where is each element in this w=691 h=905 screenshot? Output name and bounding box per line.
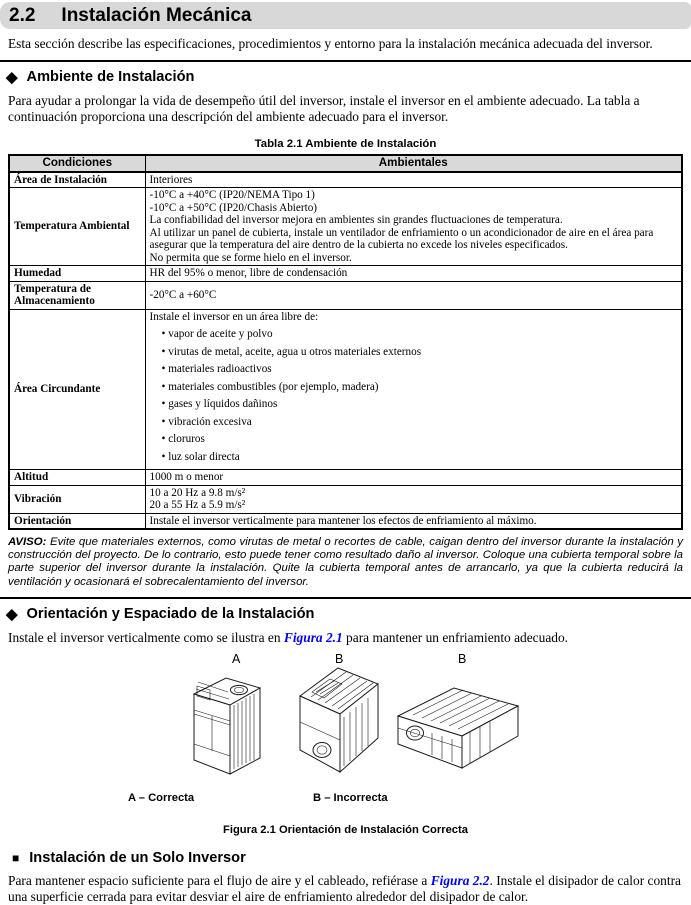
bullet-item: • materiales combustibles (por ejemplo, madera) (162, 381, 678, 394)
bullet-item: • vibración excesiva (162, 416, 678, 429)
row-label-orientacion: Orientación (9, 513, 145, 529)
row-label-humedad: Humedad (9, 266, 145, 282)
diamond-icon: ◆ (6, 69, 18, 86)
value-line: -10°C a +50°C (IP20/Chasis Abierto) (149, 201, 318, 214)
row-value: -20°C a +60°C (145, 281, 682, 309)
solo-inversor-paragraph (8, 873, 683, 905)
table-row (9, 485, 682, 513)
label-incorrecta: B – Incorrecta (313, 791, 388, 804)
row-value (145, 309, 682, 470)
bullet-item: • vapor de aceite y polvo (162, 328, 678, 341)
aviso-text: Evite que materiales externos, como virutas de metal o recortes de cable, caigan dentro del inversor durante la instalación y construcción del proyecto. De lo contrario, esto puede tener como resultado daño al inversor. Coloque una cubierta temporal sobre la parte superior del inversor durante la instalación. Quite la cubierta temporal antes de arrancarlo, ya que la cubierta reducirá la ventilación y ocasionará el sobrecalentamiento del inversor. (8, 536, 683, 588)
row-value (145, 188, 682, 266)
row-value: Instale el inversor verticalmente para mantener los efectos de enfriamiento al máximo. (145, 513, 682, 529)
figure-letter-b2: B (458, 651, 467, 666)
inverter-flat-drawing (390, 678, 524, 774)
value-line: 20 a 55 Hz a 5.9 m/s² (149, 499, 246, 511)
table-caption: Tabla 2.1 Ambiente de Instalación (254, 138, 437, 150)
divider-rule (0, 60, 691, 62)
table-row (9, 188, 682, 266)
bullet-item: • luz solar directa (162, 451, 678, 464)
col-header-condiciones: Condiciones (9, 155, 145, 172)
orientacion-paragraph (8, 630, 683, 646)
table-row (9, 281, 682, 309)
value-line: La confiabilidad del inversor mejora en ambientes sin grandes fluctuaciones de temperatura. (149, 214, 563, 226)
inverter-tilted-drawing (292, 662, 386, 778)
value-line: 10 a 20 Hz a 9.8 m/s² (149, 486, 246, 499)
aviso-label: AVISO: (8, 536, 47, 548)
row-label-area-circundante: Área Circundante (9, 309, 145, 470)
ambiente-table (8, 154, 683, 530)
heading-orientacion-label: Orientación y Espaciado de la Instalación (26, 605, 315, 622)
section-title: Instalación Mecánica (61, 4, 252, 26)
value-line: -10°C a +40°C (IP20/NEMA Tipo 1) (149, 189, 315, 201)
row-label-area-instalacion: Área de Instalación (9, 172, 145, 188)
col-header-ambientales: Ambientales (145, 155, 682, 172)
row-value: Interiores (145, 172, 682, 188)
heading-orientacion (6, 605, 691, 623)
row-value: 1000 m o menor (145, 470, 682, 486)
paragraph-text: Para mantener espacio suficiente para el flujo de aire y el cableado, refiérase a (8, 872, 431, 888)
bullet-item: • virutas de metal, aceite, agua u otros materiales externos (162, 346, 678, 359)
figura-2-1-link[interactable]: Figura 2.1 (283, 629, 343, 645)
bullet-item: • materiales radioactivos (162, 363, 678, 376)
square-icon: ■ (12, 850, 20, 865)
heading-solo-inversor-label: Instalación de un Solo Inversor (29, 849, 246, 866)
table-row (9, 266, 682, 282)
row-label-temperatura-almacenamiento: Temperatura de Almacenamiento (9, 281, 145, 309)
figura-2-2-link[interactable]: Figura 2.2 (430, 872, 490, 888)
inverter-upright-drawing (184, 668, 268, 780)
figure-caption: Figura 2.1 Orientación de Instalación Correcta (223, 823, 468, 836)
section-intro-paragraph: Esta sección describe las especificaciones, procedimientos y entorno para la instalación mecánica adecuada del inversor. (8, 36, 653, 51)
heading-ambiente (6, 68, 691, 86)
ambiente-paragraph: Para ayudar a prolongar la vida de desempeño útil del inversor, instale el inversor en el ambiente adecuado. La tabla a continuación proporciona una descripción del ambiente adecuado para el inversor. (8, 93, 640, 124)
bullet-item: • cloruros (162, 433, 678, 446)
figure-letter-a: A (232, 651, 241, 666)
heading-solo-inversor (12, 850, 691, 866)
heading-ambiente-label: Ambiente de Instalación (26, 69, 195, 85)
paragraph-text: para mantener un enfriamiento adecuado. (342, 629, 569, 645)
row-value (145, 485, 682, 513)
diamond-icon: ◆ (6, 605, 18, 623)
section-header-band (0, 2, 691, 29)
label-correcta: A – Correcta (128, 791, 195, 804)
table-row (9, 513, 682, 529)
table-row (9, 309, 682, 470)
divider-rule (0, 597, 691, 599)
row-label-vibracion: Vibración (9, 485, 145, 513)
figura-2-1 (0, 650, 691, 822)
value-line: Instale el inversor en un área libre de: (149, 310, 319, 323)
value-line: Al utilizar un panel de cubierta, instale un ventilador de enfriamiento o un acondicionador de aire en el área para asegurar que la temperatura del aire dentro de la cubierta no excede los niveles especificados. (149, 226, 654, 251)
aviso-notice (8, 536, 683, 589)
section-number: 2.2 (9, 4, 36, 26)
table-row (9, 470, 682, 486)
table-row (9, 172, 682, 188)
row-label-temperatura-ambiental: Temperatura Ambiental (9, 188, 145, 266)
row-value: HR del 95% o menor, libre de condensación (145, 266, 682, 282)
paragraph-text: . Instale el disipador de calor contra una superficie cerrada para evitar desviar el aire de enfriamiento alrededor del disipador de calor. (8, 872, 681, 904)
row-label-altitud: Altitud (9, 470, 145, 486)
paragraph-text: Instale el inversor verticalmente como se ilustra en (8, 629, 284, 645)
value-line: No permita que se forme hielo en el inversor. (149, 251, 352, 264)
bullet-item: • gases y líquidos dañinos (162, 398, 678, 411)
table-header-row (9, 155, 682, 172)
figure-letter-b1: B (335, 651, 344, 666)
